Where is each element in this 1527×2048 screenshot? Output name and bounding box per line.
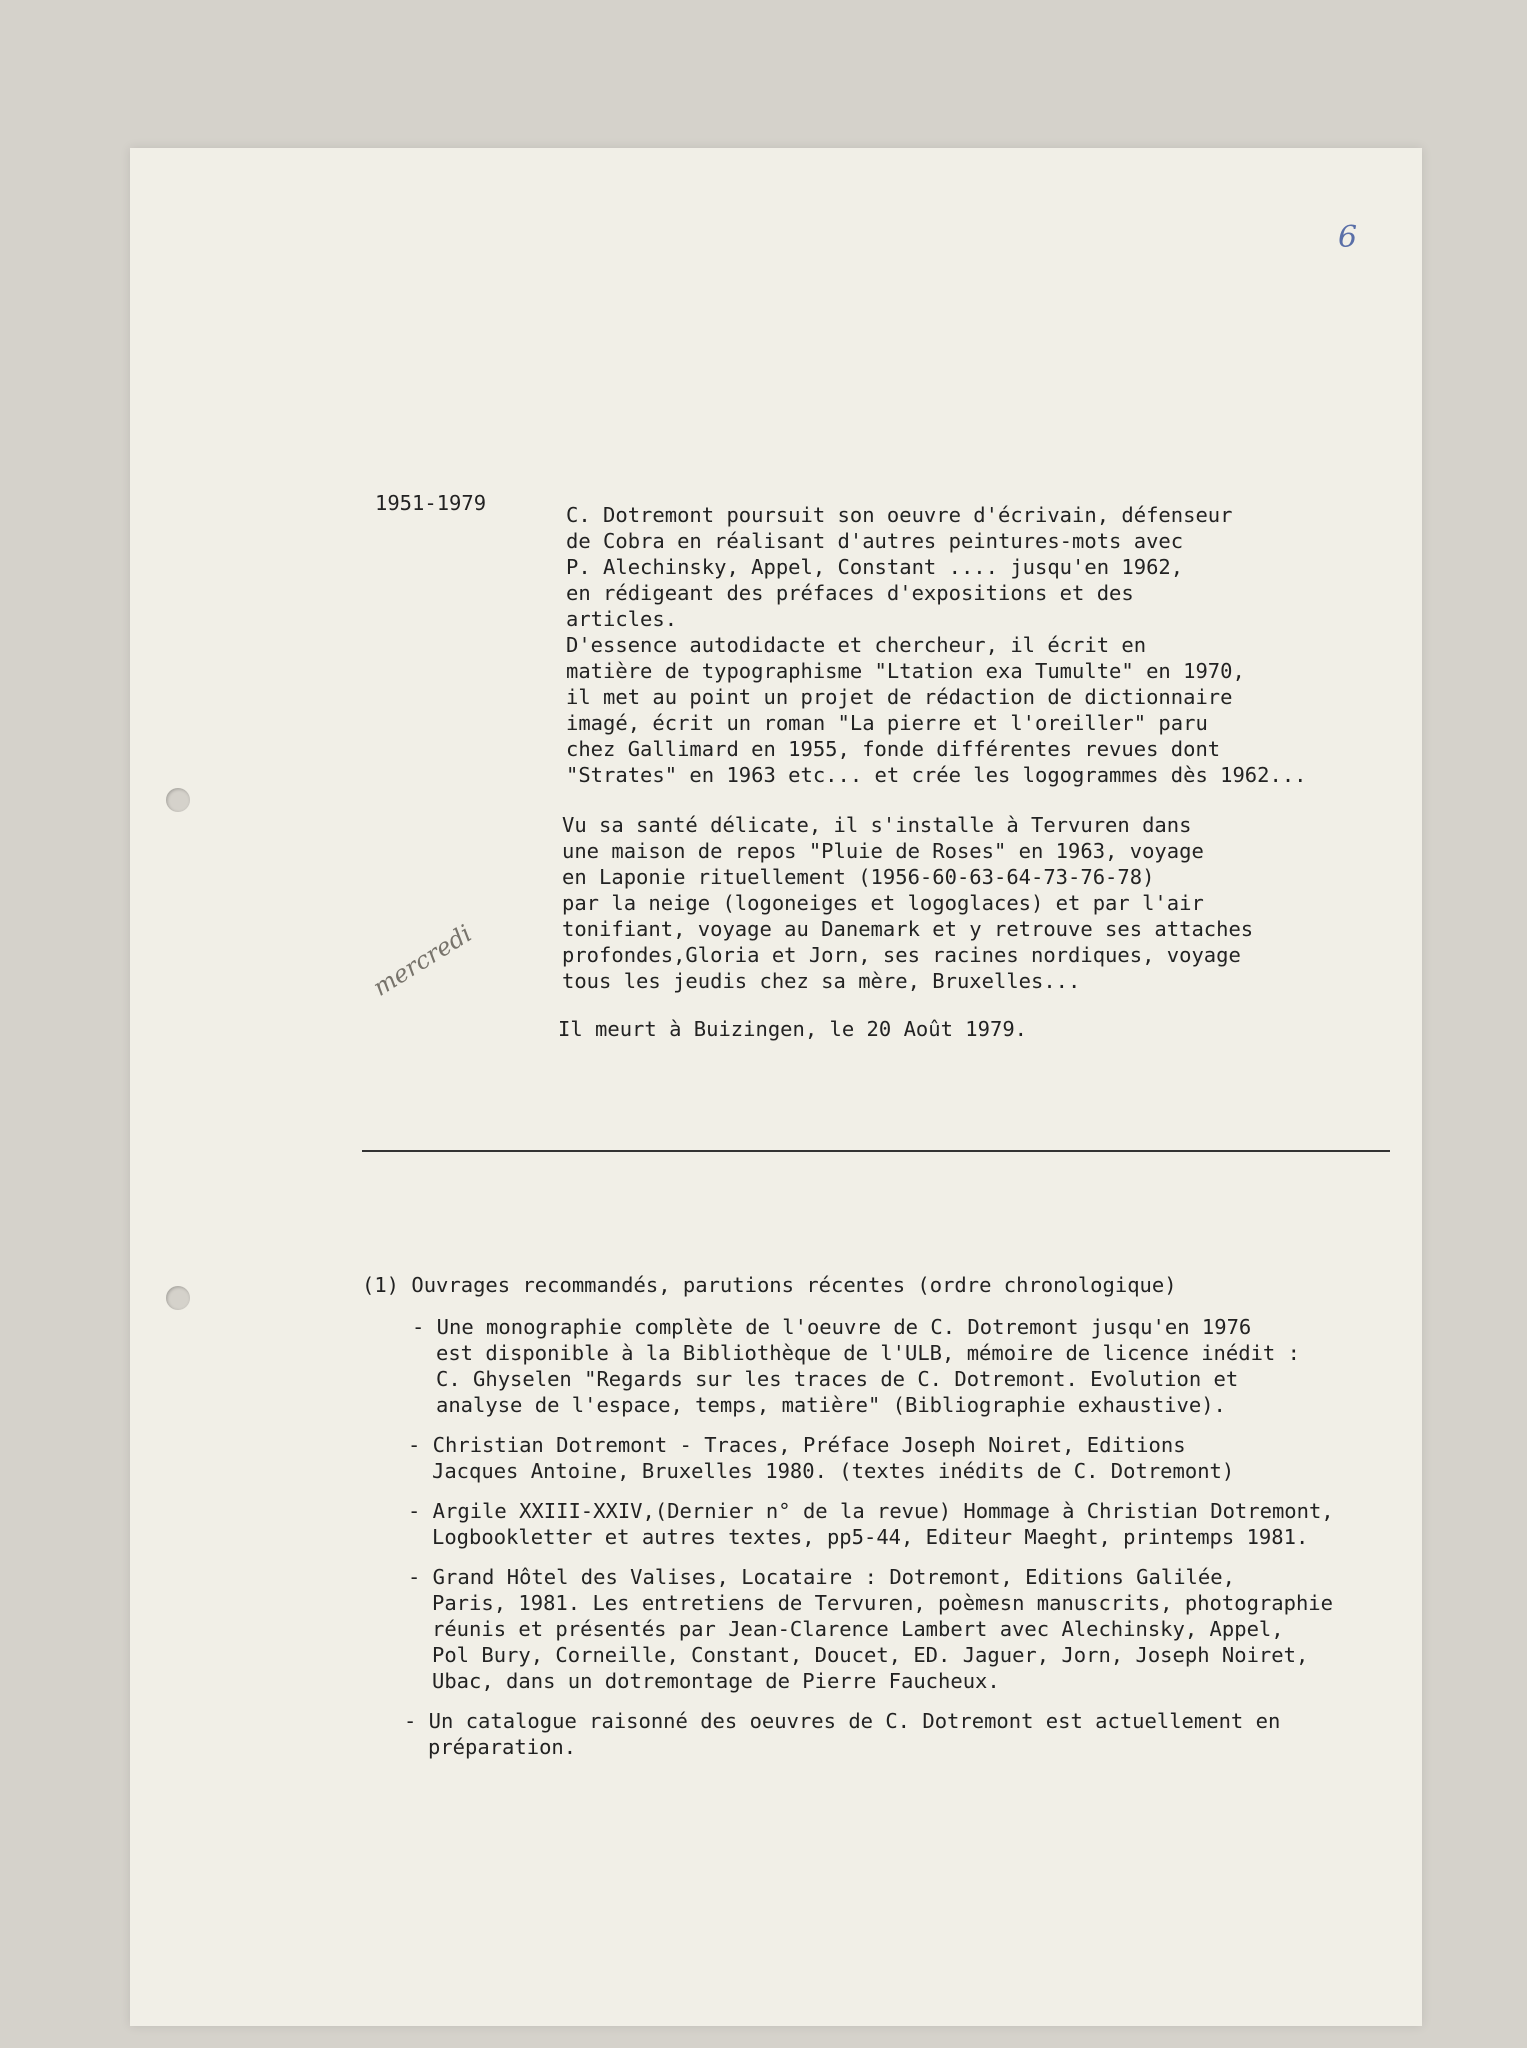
bio-line: de Cobra en réalisant d'autres peintures-mots avec (566, 529, 1184, 553)
footnote-heading: (1) Ouvrages recommandés, parutions récentes (ordre chronologique) (362, 1273, 1177, 1297)
note-line: - Une monographie complète de l'oeuvre de C. Dotremont jusqu'en 1976 (412, 1315, 1252, 1339)
bio-line: tonifiant, voyage au Danemark et y retrouve ses attaches (562, 917, 1254, 941)
punch-hole-bottom (166, 1286, 190, 1310)
note-line: C. Ghyselen "Regards sur les traces de C. Dotremont. Evolution et (436, 1367, 1239, 1391)
note-line: est disponible à la Bibliothèque de l'ULB, mémoire de licence inédit : (436, 1341, 1300, 1365)
note-line: analyse de l'espace, temps, matière" (Bibliographie exhaustive). (436, 1393, 1226, 1417)
bio-line: matière de typographisme "Ltation exa Tumulte" en 1970, (566, 659, 1245, 683)
note-line: Pol Bury, Corneille, Constant, Doucet, ED. Jaguer, Jorn, Joseph Noiret, (432, 1643, 1309, 1667)
note-line: Logbookletter et autres textes, pp5-44, Editeur Maeght, printemps 1981. (432, 1525, 1309, 1549)
bio-line: P. Alechinsky, Appel, Constant .... jusqu'en 1962, (566, 555, 1184, 579)
bio-line: il met au point un projet de rédaction de dictionnaire (566, 685, 1233, 709)
bio-line: "Strates" en 1963 etc... et crée les logogrammes dès 1962... (566, 763, 1307, 787)
bio-line: en Laponie rituellement (1956-60-63-64-73-76-78) (562, 865, 1155, 889)
footnote-separator (362, 1150, 1390, 1152)
bio-line: profondes,Gloria et Jorn, ses racines nordiques, voyage (562, 943, 1241, 967)
bio-line: chez Gallimard en 1955, fonde différentes revues dont (566, 737, 1221, 761)
bio-line: imagé, écrit un roman "La pierre et l'oreiller" paru (566, 711, 1208, 735)
bio-line: D'essence autodidacte et chercheur, il écrit en (566, 633, 1147, 657)
bio-line: en rédigeant des préfaces d'expositions et des (566, 581, 1134, 605)
note-line: - Argile XXIII-XXIV,(Dernier n° de la revue) Hommage à Christian Dotremont, (408, 1499, 1334, 1523)
bio-line: articles. (566, 607, 678, 631)
bio-line: Vu sa santé délicate, il s'installe à Tervuren dans (562, 813, 1192, 837)
paper-sheet (130, 148, 1422, 2026)
punch-hole-top (166, 788, 190, 812)
handwritten-margin-note: mercredi (368, 919, 477, 1002)
note-line: préparation. (428, 1735, 577, 1759)
bio-line: une maison de repos "Pluie de Roses" en 1963, voyage (562, 839, 1204, 863)
note-line: - Un catalogue raisonné des oeuvres de C. Dotremont est actuellement en (404, 1709, 1281, 1733)
note-line: Paris, 1981. Les entretiens de Tervuren, poèmesn manuscrits, photographie (432, 1591, 1333, 1615)
note-line: Jacques Antoine, Bruxelles 1980. (textes inédits de C. Dotremont) (432, 1459, 1235, 1483)
note-line: réunis et présentés par Jean-Clarence Lambert avec Alechinsky, Appel, (432, 1617, 1284, 1641)
note-line: Ubac, dans un dotremontage de Pierre Faucheux. (432, 1669, 1000, 1693)
bio-line: C. Dotremont poursuit son oeuvre d'écrivain, défenseur (566, 503, 1233, 527)
bio-line: par la neige (logoneiges et logoglaces) et par l'air (562, 891, 1204, 915)
date-range: 1951-1979 (375, 491, 487, 515)
note-line: - Grand Hôtel des Valises, Locataire : Dotremont, Editions Galilée, (408, 1565, 1235, 1589)
bio-line: Il meurt à Buizingen, le 20 Août 1979. (558, 1017, 1027, 1041)
handwritten-page-number: 6 (1338, 220, 1358, 255)
note-line: - Christian Dotremont - Traces, Préface Joseph Noiret, Editions (408, 1433, 1186, 1457)
bio-line: tous les jeudis chez sa mère, Bruxelles... (562, 969, 1081, 993)
